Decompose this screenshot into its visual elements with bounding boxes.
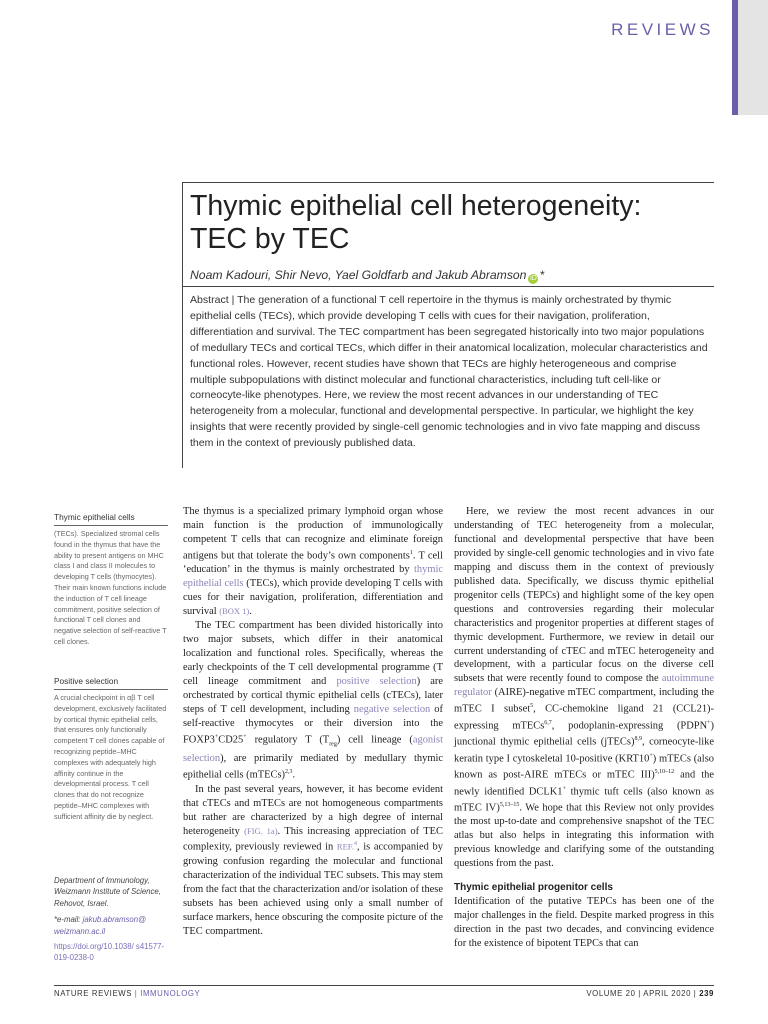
footer-separator: | — [132, 989, 141, 998]
orcid-icon[interactable]: iD — [530, 275, 537, 282]
text: . — [249, 606, 252, 618]
paragraph — [454, 505, 714, 871]
box-link[interactable]: (BOX 1) — [219, 606, 250, 617]
reference-link[interactable]: 5,10–12 — [654, 769, 675, 776]
text: . We hope that this Review not only provides the most up-to-date and comprehensive snapshot of the TEC atlas but also helps in integrating this information with previous knowledge and clarifying some of the outstanding questions from the past. — [454, 802, 714, 870]
page-number: 239 — [699, 989, 714, 998]
reference-link[interactable]: 5,13–15 — [499, 801, 520, 808]
text: . — [292, 769, 296, 781]
abstract — [190, 293, 710, 452]
glossary-term: Positive selection — [54, 676, 119, 686]
reference-link[interactable]: 2,3 — [285, 769, 293, 776]
glossary-entry-thymic-epithelial-cells — [54, 512, 168, 648]
volume-info: VOLUME 20 | APRIL 2020 | — [586, 989, 700, 998]
section-tab — [738, 0, 768, 115]
text: , podoplanin-expressing (PDPN — [551, 720, 708, 732]
glossary-link[interactable]: negative selection — [353, 703, 431, 715]
title-top-rule — [182, 182, 714, 183]
glossary-divider — [54, 525, 168, 526]
footer-journal — [54, 989, 200, 998]
superscript: + — [243, 733, 247, 740]
superscript: + — [649, 752, 653, 759]
paragraph — [183, 505, 443, 619]
text: . This increasing appreciation of TEC complexity, previously reviewed in — [183, 825, 443, 853]
abstract-label: Abstract | — [190, 294, 238, 306]
title-line-1: Thymic epithelial cell heterogeneity: — [190, 190, 642, 222]
text: (AIRE)-negative mTEC compartment, including the mTEC I subset — [454, 687, 714, 715]
glossary-link[interactable]: positive selection — [336, 675, 417, 687]
text: , CC-chemokine ligand 21 (CCL21)-expressing mTECs — [454, 703, 714, 732]
text: . T cell ‘education’ in the thymus is mainly orchestrated by — [183, 550, 443, 576]
subscript: reg — [329, 741, 337, 748]
paragraph: Identification of the putative TEPCs has been one of the major challenges in the field. Despite marked progress in this direction in the past two decades, and convincing evidence for the existence of bipotent TEPCs that can — [454, 896, 714, 950]
authors-rule — [182, 286, 714, 287]
affiliation: Department of Immunology, Weizmann Institute of Science, Rehovot, Israel. — [54, 876, 161, 908]
journal-name: NATURE REVIEWS — [54, 989, 133, 998]
reference-link[interactable]: REF. — [336, 841, 354, 852]
footer-volume — [586, 989, 714, 998]
paragraph — [183, 619, 443, 783]
superscript: + — [562, 785, 566, 792]
text: In the past several years, however, it has become evident that cTECs and mTECs are not homogeneous compartments but rather are characterized by a high degree of internal heterogeneity — [183, 783, 443, 837]
text: , is accompanied by growing confusion regarding the molecular and functional characterization of the individual TEC subsets. This may stem from the fact that the characterization and/or isolation of these subsets has been achieved using only a small number of surface markers, hence obscuring the composite picture of the TEC compartment. — [183, 841, 443, 937]
corresponding-mark: * — [539, 268, 545, 282]
text: thymic tuft cells (also known as mTEC IV) — [454, 786, 714, 814]
figure-link[interactable]: (FIG. 1a) — [244, 825, 278, 836]
authors-text: Noam Kadouri, Shir Nevo, Yael Goldfarb and Jakub Abramson — [190, 268, 527, 282]
glossary-definition: (TECs). Specialized stromal cells found in the thymus that have the ability to present antigens on MHC class I and class II molecules to developing T cells (thymocytes). Their main known functions include the induction of T cell lineage commitment, positive selection of functional T cell clones and negative selection of self-reactive T cell clones. — [54, 529, 167, 646]
reference-link[interactable]: 6,7 — [544, 719, 552, 726]
text: The thymus is a specialized primary lymphoid organ whose main function is the production of immunologically competent T cells that can recognize and eliminate foreign antigens but that tolerate the body’s own components — [183, 506, 443, 562]
text: regulatory T (T — [246, 734, 330, 746]
glossary-divider — [54, 689, 168, 690]
title-line-2: TEC by TEC — [190, 223, 350, 255]
body-column-1 — [183, 505, 443, 939]
paragraph — [183, 783, 443, 939]
author-list — [190, 268, 544, 284]
text: ) are orchestrated by cortical thymic epithelial cells (cTECs), later steps of T cell development, including — [183, 675, 444, 715]
article-title — [190, 190, 710, 256]
reference-link[interactable]: 5 — [530, 703, 534, 710]
text: ) cell lineage ( — [336, 734, 413, 746]
doi-link[interactable]: https://doi.org/10.1038/ s41577-019-0238-0 — [54, 942, 165, 963]
glossary-definition: A crucial checkpoint in αβ T cell development, exclusively facilitated by cortical thymic epithelial cells, that ensures only functionally competent T cell clones capable of recognizing peptide–MHC complexes with adequately high affinity continue in the developmental process. T cell clones that do not recognize peptide–MHC complexes with sufficient affinity die by neglect. — [54, 693, 167, 821]
footer-rule — [54, 985, 714, 986]
section-tag: REVIEWS — [611, 20, 714, 39]
text: Here, we review the most recent advances in our understanding of TEC heterogeneity from a molecular, functional and developmental perspective that have been provided by single-cell genomic technologies and in vivo fate mapping and discuss them in the context of previously published data. Specifically, we discuss thymic epithelial progenitor cells (TEPCs) and highlight some of the key open questions and controversies regarding their molecular characteristics and progenitor properties at different stages of thymic development. Furthermore, we review in detail our current understanding of cTEC and mTEC heterogeneity and development, with a particular focus on the diverse cell subsets that were recently found to compose the — [454, 506, 714, 685]
glossary-term: Thymic epithelial cells — [54, 512, 135, 522]
glossary-entry-positive-selection — [54, 676, 168, 823]
affiliation-block — [54, 875, 168, 964]
abstract-text: The generation of a functional T cell repertoire in the thymus is mainly orchestrated by thymic epithelial cells (TECs), which provide developing T cells with cues for their navigation, proliferation, differentiation and survival. The TEC compartment has been segregated historically into two major populations of medullary TECs and cortical TECs, which differ in their anatomical localization, molecular characteristics and functional roles. However, recent studies have shown that TECs are highly heterogeneous and comprise multiple subpopulations with distinct molecular and functional characteristics, including tuft cell-like or corneocyte-like phenotypes. Here, we review the most recent advances in our understanding of TEC heterogeneity from a molecular, functional and developmental perspective. In particular, we highlight the key insights that were recently provided by single-cell genomic technologies and in vivo fate mapping and discuss them in the context of previously published data. — [190, 294, 708, 450]
text: CD25 — [218, 734, 244, 746]
body-column-2 — [454, 505, 714, 951]
reference-link[interactable]: 1 — [409, 549, 413, 556]
text: of self-reactive thymocytes or their diversion into the FOXP3 — [183, 703, 443, 746]
email-label: *e-mail: — [54, 915, 83, 925]
text: (TECs), which provide developing T cells with cues for their navigation, proliferation, differentiation and survival — [183, 578, 443, 618]
email-line — [54, 914, 168, 937]
text: ) junctional thymic epithelial cells (jTECs) — [454, 720, 714, 748]
text: The TEC compartment has been divided historically into two major subsets, which differ in their anatomical localization and functional roles. Specifically, whereas the early checkpoints of the T cell developmental programme (T cell lineage commitment and — [183, 620, 443, 687]
text: and the newly identified DCLK1 — [454, 769, 714, 798]
glossary-link[interactable]: autoimmune regulator — [454, 673, 714, 699]
email-link[interactable]: jakub.abramson@ weizmann.ac.il — [54, 915, 147, 936]
title-left-rule — [182, 182, 183, 468]
superscript: + — [214, 733, 219, 740]
journal-section: IMMUNOLOGY — [140, 989, 201, 998]
superscript: + — [707, 719, 711, 726]
text: ) mTECs (also known as post-AIRE mTECs or mTEC III) — [454, 753, 714, 781]
reference-link[interactable]: 8,9 — [634, 736, 642, 743]
glossary-link[interactable]: agonist selection — [183, 734, 443, 765]
text: ), are primarily mediated by medullary thymic epithelial cells (mTECs) — [183, 753, 443, 781]
glossary-link[interactable]: thymic epithelial cells — [183, 564, 443, 590]
reference-link[interactable]: 4 — [353, 841, 357, 848]
section-heading: Thymic epithelial progenitor cells — [454, 882, 613, 894]
text: , corneocyte-like keratin type I cytoskeletal 10-positive (KRT10 — [454, 736, 714, 765]
